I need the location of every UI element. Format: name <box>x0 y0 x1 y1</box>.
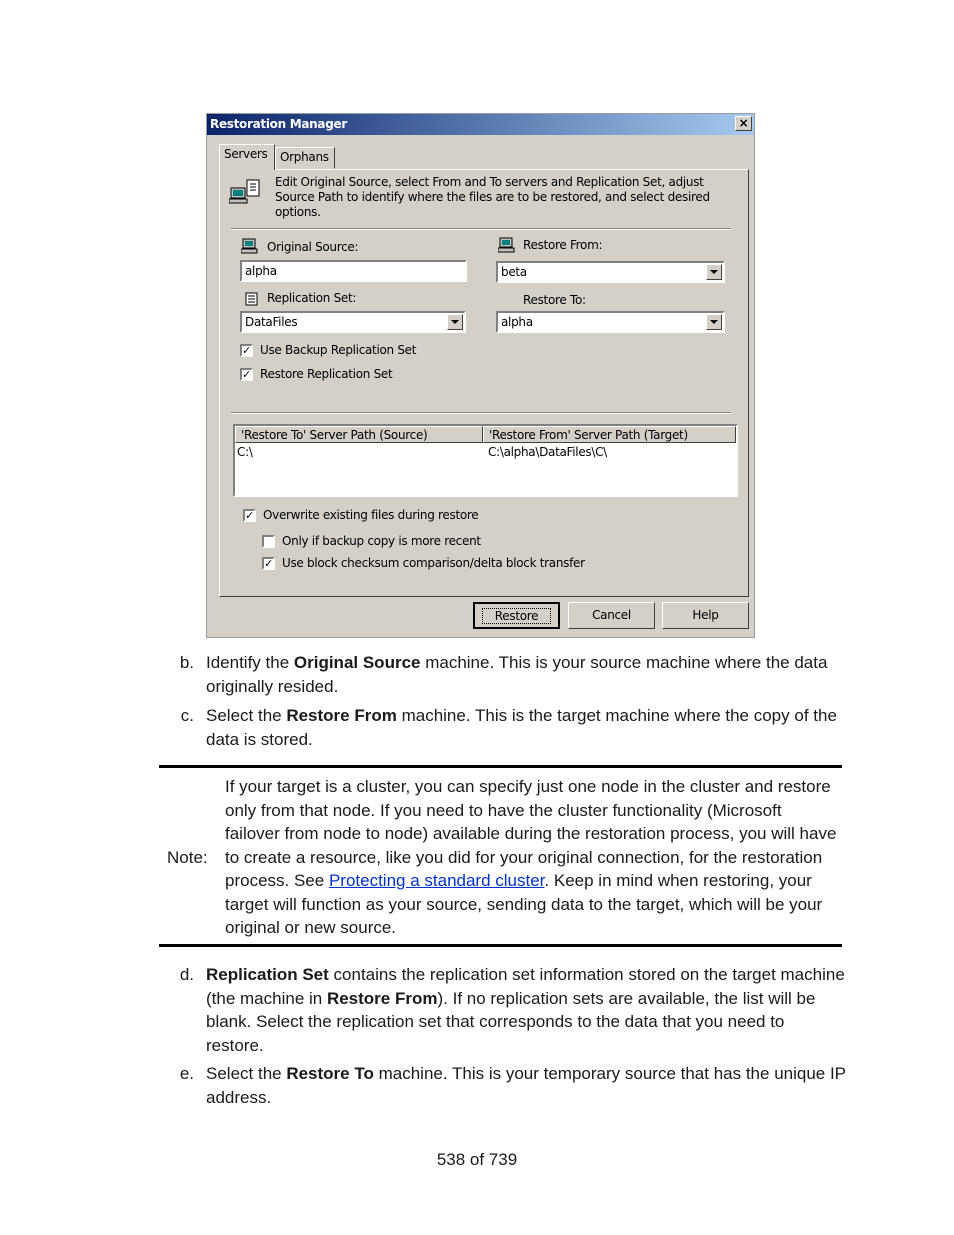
original-source-label: Original Source: <box>267 240 359 254</box>
use-block-checksum-checkbox[interactable]: ✓ <box>262 557 275 570</box>
step-e-post: machine. This is your temporary source that has the unique IP address. <box>206 1064 846 1107</box>
servers-panel <box>219 169 749 597</box>
protecting-standard-cluster-link[interactable]: Protecting a standard cluster <box>328 871 545 890</box>
page-number: 538 of 739 <box>436 1150 518 1169</box>
step-c-marker: c. <box>180 706 194 725</box>
note-text-before-link: If your target is a cluster, you can specify just one node in the cluster and restore only from that node. If you need to have the cluster functionality (Microsoft failover from node to node) available during the restoration process, you will have to create a resource, like you did for your original connection, for the restoration process. See <box>225 777 837 890</box>
step-d-text <box>206 963 846 1057</box>
restore-from-value: beta <box>501 265 527 279</box>
note-bottom-rule <box>159 944 842 947</box>
table-cell-source-path[interactable]: C:\ <box>237 445 253 459</box>
restore-from-label: Restore From: <box>523 238 603 252</box>
instructions-text: Edit Original Source, select From and To servers and Replication Set, adjust Source Path to identify where the files are to be restored, and select desired options. <box>275 175 710 219</box>
table-cell-target-path[interactable]: C:\alpha\DataFiles\C\ <box>488 445 607 459</box>
dialog-titlebar <box>207 114 754 135</box>
step-d-term: Replication Set <box>206 965 329 984</box>
close-icon[interactable]: × <box>735 116 752 131</box>
tab-servers[interactable]: Servers <box>219 144 275 170</box>
table-header-target-path[interactable]: 'Restore From' Server Path (Target) <box>483 426 736 443</box>
only-if-backup-newer-checkbox[interactable] <box>262 535 275 548</box>
dialog-title: Restoration Manager <box>210 117 347 131</box>
step-c-term: Restore From <box>286 706 397 725</box>
step-d-mid: contains the replication set information stored on the target machine (the machine in <box>206 965 845 1008</box>
computer-icon <box>241 238 259 254</box>
step-d-term-2: Restore From <box>326 988 438 1008</box>
step-e-text <box>206 1062 846 1109</box>
replication-set-icon <box>245 292 259 306</box>
step-b-marker: b. <box>179 653 194 672</box>
restore-replication-set-checkbox[interactable]: ✓ <box>240 368 253 381</box>
step-c-text <box>206 704 846 751</box>
step-d-post: ). If no replication sets are available, the list will be blank. Select the replication set that corresponds to the data that you need to restore. <box>206 988 816 1055</box>
servers-network-icon <box>229 178 265 208</box>
restore-to-value: alpha <box>501 315 533 329</box>
original-source-input[interactable]: alpha <box>240 260 467 282</box>
step-e-marker: e. <box>179 1064 194 1083</box>
computer-icon <box>498 237 516 253</box>
restoration-manager-dialog <box>206 113 755 638</box>
step-e-term: Restore To <box>286 1064 374 1083</box>
separator <box>231 412 731 414</box>
overwrite-existing-checkbox[interactable]: ✓ <box>243 509 256 522</box>
restore-to-label: Restore To: <box>523 293 586 307</box>
note-text <box>225 775 837 940</box>
replication-set-select[interactable] <box>240 311 466 333</box>
use-backup-replication-set-checkbox[interactable]: ✓ <box>240 344 253 357</box>
restore-button[interactable] <box>473 602 560 629</box>
step-b-pre: Identify the <box>206 653 294 672</box>
replication-set-value: DataFiles <box>245 315 298 329</box>
chevron-down-icon[interactable] <box>706 314 722 330</box>
only-if-backup-newer-label: Only if backup copy is more recent <box>282 534 481 548</box>
help-button[interactable]: Help <box>662 602 749 629</box>
chevron-down-icon[interactable] <box>706 264 722 280</box>
table-header-source-path[interactable]: 'Restore To' Server Path (Source) <box>235 426 483 443</box>
restore-from-select[interactable] <box>496 261 725 283</box>
step-c-pre: Select the <box>206 706 287 725</box>
chevron-down-icon[interactable] <box>447 314 463 330</box>
tab-orphans[interactable]: Orphans <box>275 147 335 169</box>
server-path-table[interactable] <box>233 424 738 497</box>
restore-to-select[interactable] <box>496 311 725 333</box>
restore-replication-set-label: Restore Replication Set <box>260 367 393 381</box>
replication-set-label: Replication Set: <box>267 291 357 305</box>
step-e-pre: Select the <box>206 1064 287 1083</box>
note-text-after-link: . Keep in mind when restoring, your target will function as your source, sending data to the target, which will be your original or new source. <box>225 871 823 937</box>
step-b-term: Original Source <box>293 653 421 672</box>
overwrite-existing-label: Overwrite existing files during restore <box>263 508 479 522</box>
note-label: Note: <box>167 848 208 867</box>
note-top-rule <box>159 765 842 768</box>
step-c-post: machine. This is the target machine where the copy of the data is stored. <box>206 706 837 749</box>
use-block-checksum-label: Use block checksum comparison/delta block transfer <box>282 556 585 570</box>
step-d-marker: d. <box>179 965 194 984</box>
restore-button-label: Restore <box>483 609 550 623</box>
cancel-button[interactable]: Cancel <box>568 602 655 629</box>
separator <box>231 228 731 230</box>
step-b-post: machine. This is your source machine where the data originally resided. <box>206 653 828 696</box>
step-b-text <box>206 651 846 698</box>
use-backup-replication-set-label: Use Backup Replication Set <box>260 343 417 357</box>
